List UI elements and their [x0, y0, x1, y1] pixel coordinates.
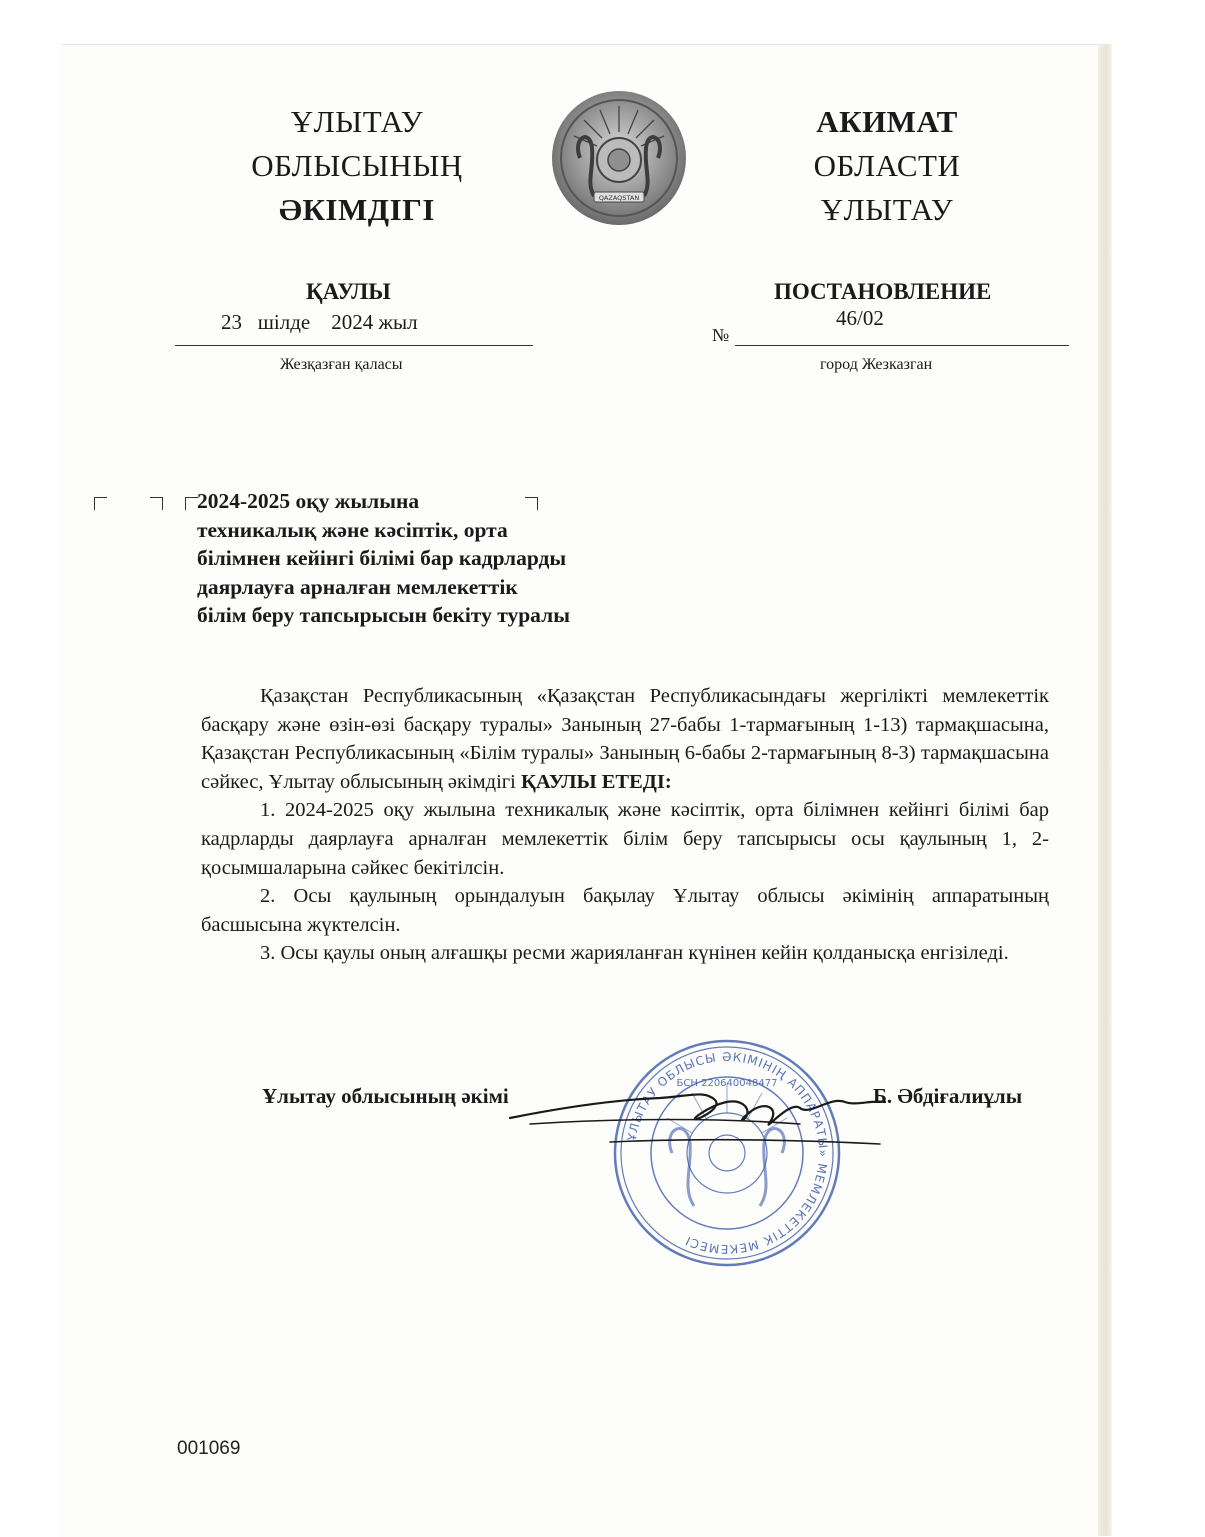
- header-left-line2: ОБЛЫСЫНЫҢ: [251, 148, 463, 183]
- city-kaz: Жезқазған қаласы: [280, 356, 403, 373]
- svg-text:QAZAQSTAN: QAZAQSTAN: [598, 194, 640, 202]
- serial-number: 001069: [177, 1438, 241, 1459]
- header-right: [762, 100, 1012, 232]
- decree-date-day: 23: [221, 310, 242, 334]
- city-rus: город Жезказган: [820, 356, 933, 373]
- header-right-line2: ОБЛАСТИ: [813, 148, 961, 183]
- decree-title: [197, 487, 667, 630]
- decree-date-month: шілде: [257, 310, 311, 334]
- date-underline: [175, 345, 533, 346]
- item-2: 2. Осы қаулының орындалуын бақылау Ұлытау облысы әкімінің аппаратының басшысына жүктелсін.: [201, 885, 1049, 936]
- paper-edge: [1098, 44, 1112, 1536]
- decree-type-kaz: ҚАУЛЫ: [306, 279, 391, 304]
- handwritten-signature-icon: [500, 1078, 900, 1158]
- preamble-bold: ҚАУЛЫ ЕТЕДІ:: [521, 770, 672, 793]
- title-line1: 2024-2025 оқу жылына: [197, 489, 420, 513]
- decree-type-rus: ПОСТАНОВЛЕНИЕ: [774, 279, 992, 304]
- signatory-name: Б. Әбдіғалиұлы: [873, 1084, 1023, 1108]
- number-underline: [735, 345, 1069, 346]
- decree-date-year: 2024 жыл: [331, 310, 418, 334]
- header-left-line3: ӘКІМДІГІ: [279, 192, 435, 227]
- state-emblem-icon: [550, 88, 688, 228]
- title-line2: техникалық және кәсіптік, орта: [197, 517, 508, 542]
- header-left: [232, 100, 482, 232]
- corner-bracket: [150, 497, 163, 510]
- preamble-text: Қазақстан Республикасының «Қазақстан Республикасындағы жергілікті мемлекеттік басқару және өзін-өзі басқару туралы» Занының 27-бабы 1-тармағының 1-13) тармақшасына, Қазақстан Республикасының «Білім туралы» Занының 6-бабы 2-тармағының 8-3) тармақшасына сәйкес, Ұлытау облысының әкімдігі: [201, 685, 1049, 793]
- item-1: 1. 2024-2025 оқу жылына техникалық және кәсіптік, орта білімнен кейінгі білімі бар кадрларды даярлауға арналған мемлекеттік білім беру тапсырысы осы қаулының 1, 2- қосымшаларына сәйкес бекітілсін.: [201, 799, 1049, 879]
- number-sign: №: [712, 325, 730, 345]
- decree-body: [201, 682, 1049, 968]
- title-line4: даярлауға арналған мемлекеттік: [197, 574, 518, 599]
- header-left-line1: ҰЛЫТАУ: [290, 104, 424, 139]
- header-right-line3: ҰЛЫТАУ: [820, 192, 954, 227]
- signatory-role: Ұлытау облысының әкімі: [262, 1084, 509, 1108]
- preamble: [201, 682, 1049, 796]
- stamp-text: ҰЛЫТАУ ОБЛЫСЫ ӘКІМІНІҢ АППАРАТЫ» МЕМЛЕКЕТТІК МЕКЕМЕСІ: [624, 1049, 831, 1257]
- decree-number: 46/02: [836, 306, 884, 330]
- corner-bracket: [94, 497, 107, 510]
- header-right-line1: АКИМАТ: [816, 104, 958, 139]
- title-line3: білімнен кейінгі білімі бар кадрларды: [197, 546, 567, 570]
- decree-date: [221, 310, 418, 335]
- item-3: 3. Осы қаулы оның алғашқы ресми жарияланған күнінен кейін қолданысқа енгізіледі.: [260, 942, 1009, 965]
- stamp-bin: БСН 220640048477: [676, 1078, 778, 1089]
- title-line5: білім беру тапсырысын бекіту туралы: [197, 603, 570, 627]
